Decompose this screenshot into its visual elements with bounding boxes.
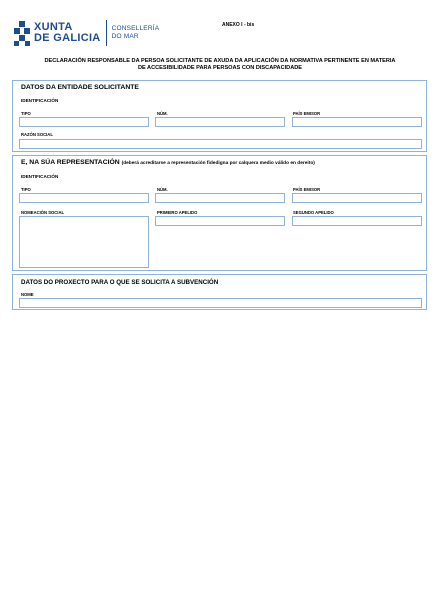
nome-label: NOME	[21, 292, 34, 297]
num-label: NÚM.	[157, 111, 168, 116]
logo-line2: DE GALICIA	[34, 32, 101, 44]
tipo-field[interactable]	[19, 117, 149, 127]
representation-note: (deberá acreditarse a representación fidedigna por calquera medio válido en dereito)	[121, 161, 315, 166]
nomeacion-social-field[interactable]	[19, 216, 149, 268]
logo-divider	[106, 20, 107, 46]
annex-label: ANEXO I - bis	[222, 22, 255, 28]
num-field[interactable]	[155, 193, 285, 203]
identification-subheading: IDENTIFICACIÓN	[21, 98, 59, 103]
department-name	[112, 25, 160, 41]
logo-line1: XUNTA	[34, 21, 73, 33]
title-line2: DE ACCESIBILIDADE PARA PERSOAS CON DISCAPACIDADE	[137, 65, 303, 71]
section-title-text: E, NA SÚA REPRESENTACIÓN	[21, 159, 120, 166]
razon-social-field[interactable]	[19, 139, 422, 149]
tipo-field[interactable]	[19, 193, 149, 203]
razon-social-label: RAZÓN SOCIAL	[21, 132, 53, 137]
document-title	[20, 58, 420, 72]
section-representative	[12, 155, 427, 271]
xunta-logo	[14, 18, 159, 48]
pais-emisor-label: PAÍS EMISOR	[293, 187, 321, 192]
xunta-emblem-icon	[14, 20, 30, 46]
primeiro-apelido-field[interactable]	[155, 216, 285, 226]
pais-emisor-label: PAÍS EMISOR	[293, 111, 321, 116]
segundo-apelido-field[interactable]	[292, 216, 422, 226]
pais-emisor-field[interactable]	[292, 117, 422, 127]
identification-subheading: IDENTIFICACIÓN	[21, 174, 59, 179]
section-title: DATOS DA ENTIDADE SOLICITANTE	[21, 84, 139, 91]
logo-wordmark	[34, 22, 101, 44]
section-project-data	[12, 274, 427, 310]
title-line1: DECLARACIÓN RESPONSABLE DA PERSOA SOLICITANTE DE AXUDA DA APLICACIÓN DA NORMATIVA PERTINENTE EN MATERIA	[44, 58, 396, 64]
num-label: NÚM.	[157, 187, 168, 192]
section-applicant-entity	[12, 80, 427, 152]
pais-emisor-field[interactable]	[292, 193, 422, 203]
nome-field[interactable]	[19, 298, 422, 308]
section-title: DATOS DO PROXECTO PARA O QUE SE SOLICITA A SUBVENCIÓN	[21, 279, 219, 286]
num-field[interactable]	[155, 117, 285, 127]
tipo-label: TIPO	[21, 111, 31, 116]
dept-line1: CONSELLERÍA	[111, 25, 160, 32]
primeiro-apelido-label: PRIMEIRO APELIDO	[157, 210, 198, 215]
tipo-label: TIPO	[21, 187, 31, 192]
nomeacion-social-label: NOMEACIÓN SOCIAL	[21, 210, 65, 215]
dept-line2: DO MAR	[111, 33, 139, 40]
segundo-apelido-label: SEGUNDO APELIDO	[293, 210, 334, 215]
section-title	[21, 159, 315, 166]
